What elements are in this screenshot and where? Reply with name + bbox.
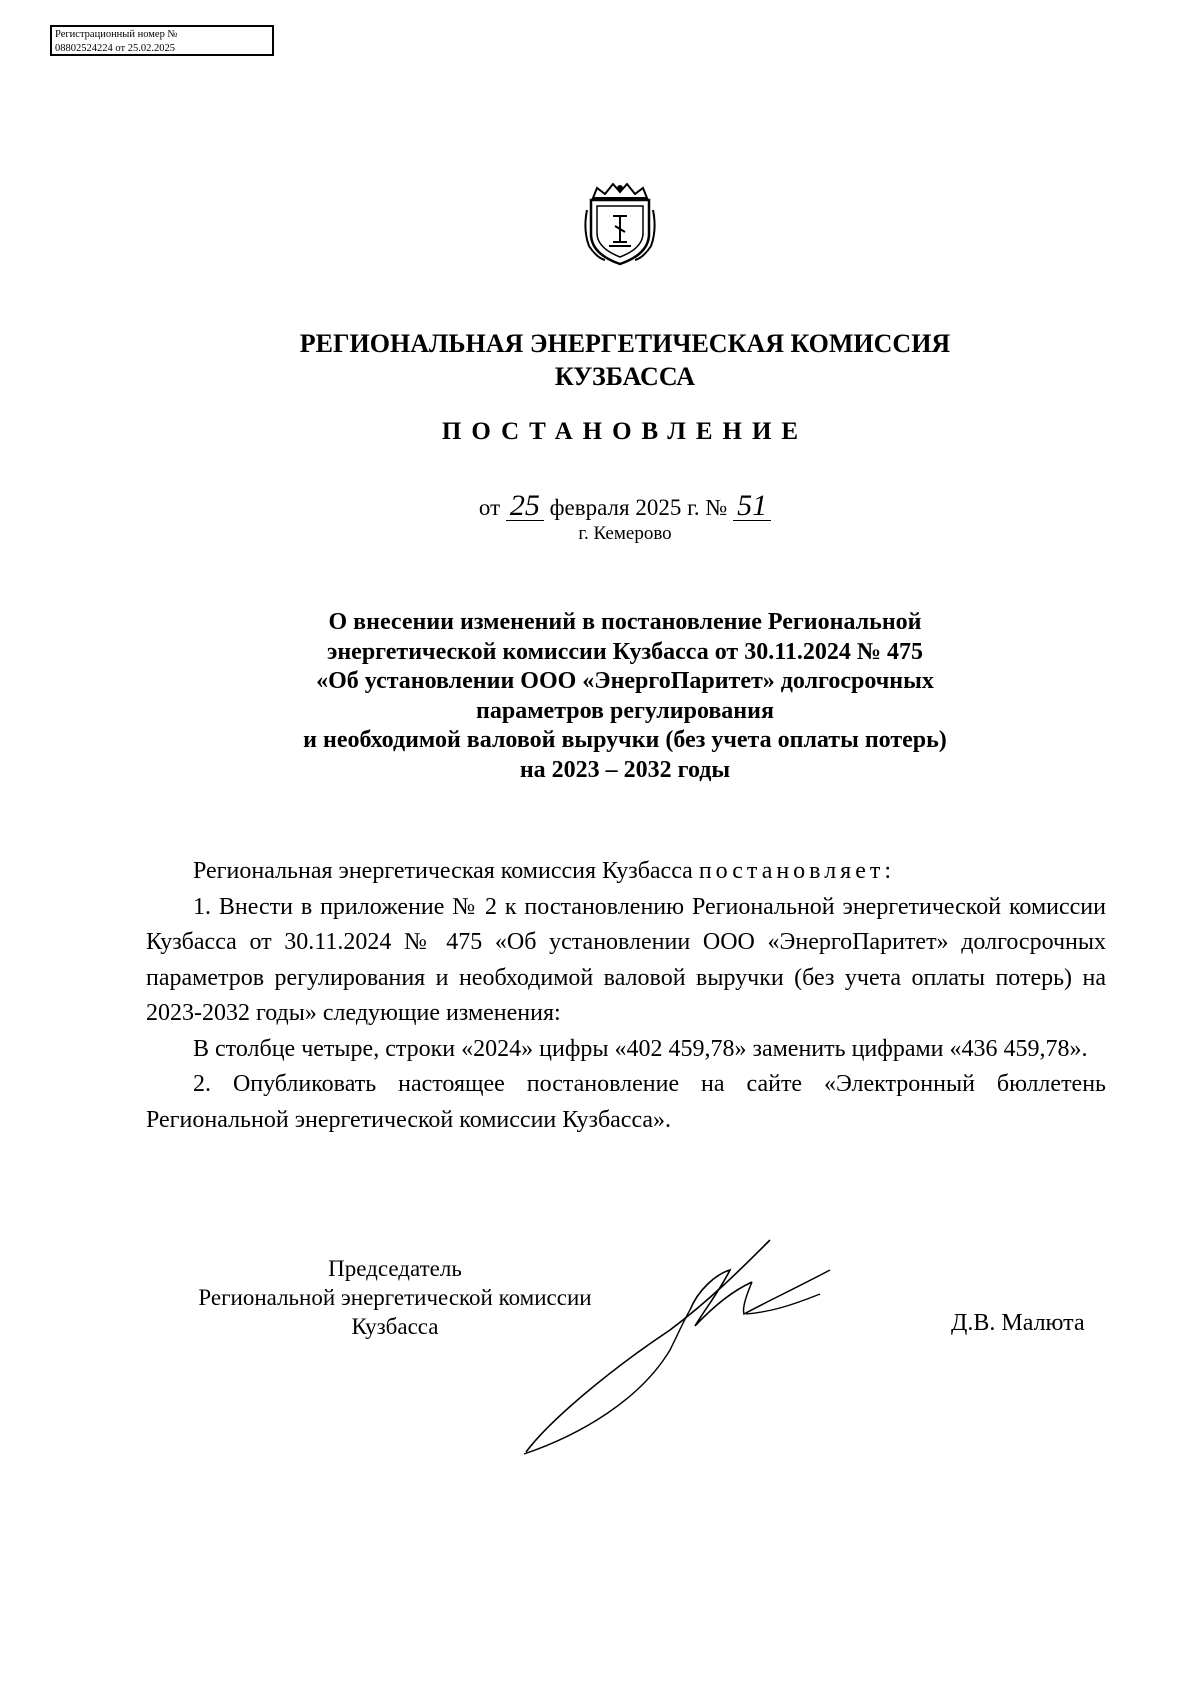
org-line-1: РЕГИОНАЛЬНАЯ ЭНЕРГЕТИЧЕСКАЯ КОМИССИЯ — [299, 329, 951, 358]
document-body — [146, 854, 1106, 1138]
subject-line: О внесении изменений в постановление Региональной — [328, 609, 922, 635]
intro-paragraph — [146, 854, 1106, 890]
item-1: 1. Внести в приложение № 2 к постановлению Региональной энергетической комиссии Кузбасса от 30.11.2024 № 475 «Об установлении ООО «ЭнергоПаритет» долгосрочных параметров регулирования и необходимой валовой выручки (без учета оплаты потерь) на 2023-2032 годы» следующие изменения: — [146, 893, 1106, 1026]
stamp-line-2: 08802524224 от 25.02.2025 — [55, 43, 175, 54]
handwritten-day: 25 — [506, 492, 544, 521]
subject-line: энергетической комиссии Кузбасса от 30.11.2024 № 475 — [326, 638, 924, 665]
stamp-line-1: Регистрационный номер № — [55, 29, 178, 40]
subject-line: «Об установлении ООО «ЭнергоПаритет» долгосрочных — [316, 668, 934, 694]
signer-name: Д.В. Малюта — [951, 1310, 1085, 1336]
sig-title-line-2: Региональной энергетической комиссии — [198, 1285, 592, 1310]
date-line — [200, 489, 1050, 522]
document-subject — [220, 608, 1030, 785]
date-month-year: февраля 2025 г. № — [549, 495, 728, 520]
sig-title-line-1: Председатель — [328, 1256, 462, 1281]
item-2: 2. Опубликовать настоящее постановление на сайте «Электронный бюллетень Региональной энергетической комиссии Кузбасса». — [146, 1071, 1106, 1133]
change-paragraph: В столбце четыре, строки «2024» цифры «402 459,78» заменить цифрами «436 459,78». — [193, 1035, 1088, 1062]
handwritten-signature — [520, 1230, 920, 1460]
org-line-2: КУЗБАССА — [554, 362, 696, 391]
subject-line: параметров регулирования — [476, 697, 774, 724]
coat-of-arms-icon — [583, 180, 657, 266]
intro-text: Региональная энергетическая комиссия Кузбасса — [193, 858, 693, 884]
subject-line: на 2023 – 2032 годы — [519, 756, 731, 783]
handwritten-number: 51 — [733, 492, 771, 521]
subject-line: и необходимой валовой выручки (без учета оплаты потерь) — [303, 727, 947, 753]
document-type: ПОСТАНОВЛЕНИЕ — [441, 418, 809, 445]
sig-title-line-3: Кузбасса — [351, 1314, 439, 1339]
date-prefix: от — [478, 495, 501, 520]
registration-stamp — [50, 25, 274, 56]
organization-name — [200, 327, 1050, 393]
city: г. Кемерово — [578, 523, 672, 544]
decree-word: постановляет: — [698, 858, 896, 884]
